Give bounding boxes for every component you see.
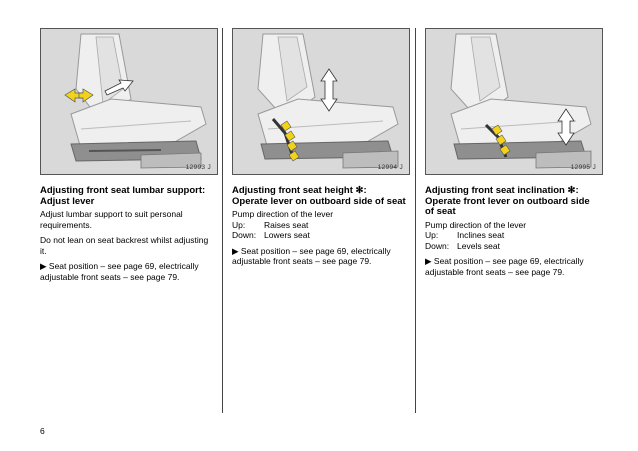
section-heading: [425, 186, 601, 218]
paragraph: Do not lean on seat backrest whilst adjusting it.: [40, 235, 209, 256]
heading-line: Adjusting front seat lumbar support:: [40, 185, 206, 196]
column-divider: [415, 28, 416, 413]
heading-line: Operate lever on outboard side of seat: [232, 195, 406, 207]
direction-key: Down:: [425, 240, 450, 251]
direction-value: Inclines seat: [457, 230, 505, 240]
direction-row: [232, 230, 408, 241]
seat-illustration-svg: [426, 29, 602, 174]
direction-key: Up:: [425, 230, 439, 240]
direction-value: Levels seat: [457, 240, 500, 251]
direction-key: Down:: [232, 230, 257, 240]
seat-illustration-svg: [233, 29, 409, 174]
section-seat-height: [232, 28, 408, 272]
heading-line: Adjusting front seat inclination ✻:: [425, 185, 579, 196]
page-number: 6: [40, 426, 45, 436]
figure-code: 12994 J: [377, 164, 403, 171]
paragraph: Pump direction of the lever: [425, 219, 527, 230]
section-lumbar-support: [40, 28, 216, 287]
section-heading: [40, 186, 216, 207]
heading-line: Adjust lever: [40, 195, 95, 207]
direction-row: [232, 220, 408, 231]
section-body: [40, 209, 216, 282]
cross-reference: ▶ Seat position – see page 69, electrically adjustable front seats – see page 79.: [40, 261, 199, 282]
column-divider: [222, 28, 223, 413]
direction-key: Up:: [232, 219, 246, 230]
heading-line: Operate front lever on outboard side of seat: [425, 195, 590, 217]
seat-height-illustration: [232, 28, 410, 175]
section-heading: [232, 186, 408, 207]
paragraph: Adjust lumbar support to suit personal requirements.: [40, 209, 183, 230]
cross-reference: ▶ Seat position – see page 69, electrically adjustable front seats – see page 79.: [232, 245, 391, 266]
paragraph: Pump direction of the lever: [232, 209, 334, 219]
figure-code: 12993 J: [185, 164, 211, 171]
cross-reference: ▶ Seat position – see page 69, electrically adjustable front seats – see page 79.: [425, 256, 584, 277]
section-body: [232, 209, 408, 267]
section-seat-inclination: [425, 28, 601, 282]
seat-illustration-svg: [41, 29, 217, 174]
direction-value: Raises seat: [264, 219, 309, 230]
figure-code: 12995 J: [570, 164, 596, 171]
direction-row: [425, 230, 601, 241]
section-body: [425, 220, 601, 278]
seat-lumbar-illustration: [40, 28, 218, 175]
seat-inclination-illustration: [425, 28, 603, 175]
heading-line: Adjusting front seat height ✻:: [232, 185, 367, 196]
direction-value: Lowers seat: [264, 230, 310, 240]
direction-row: [425, 241, 601, 252]
